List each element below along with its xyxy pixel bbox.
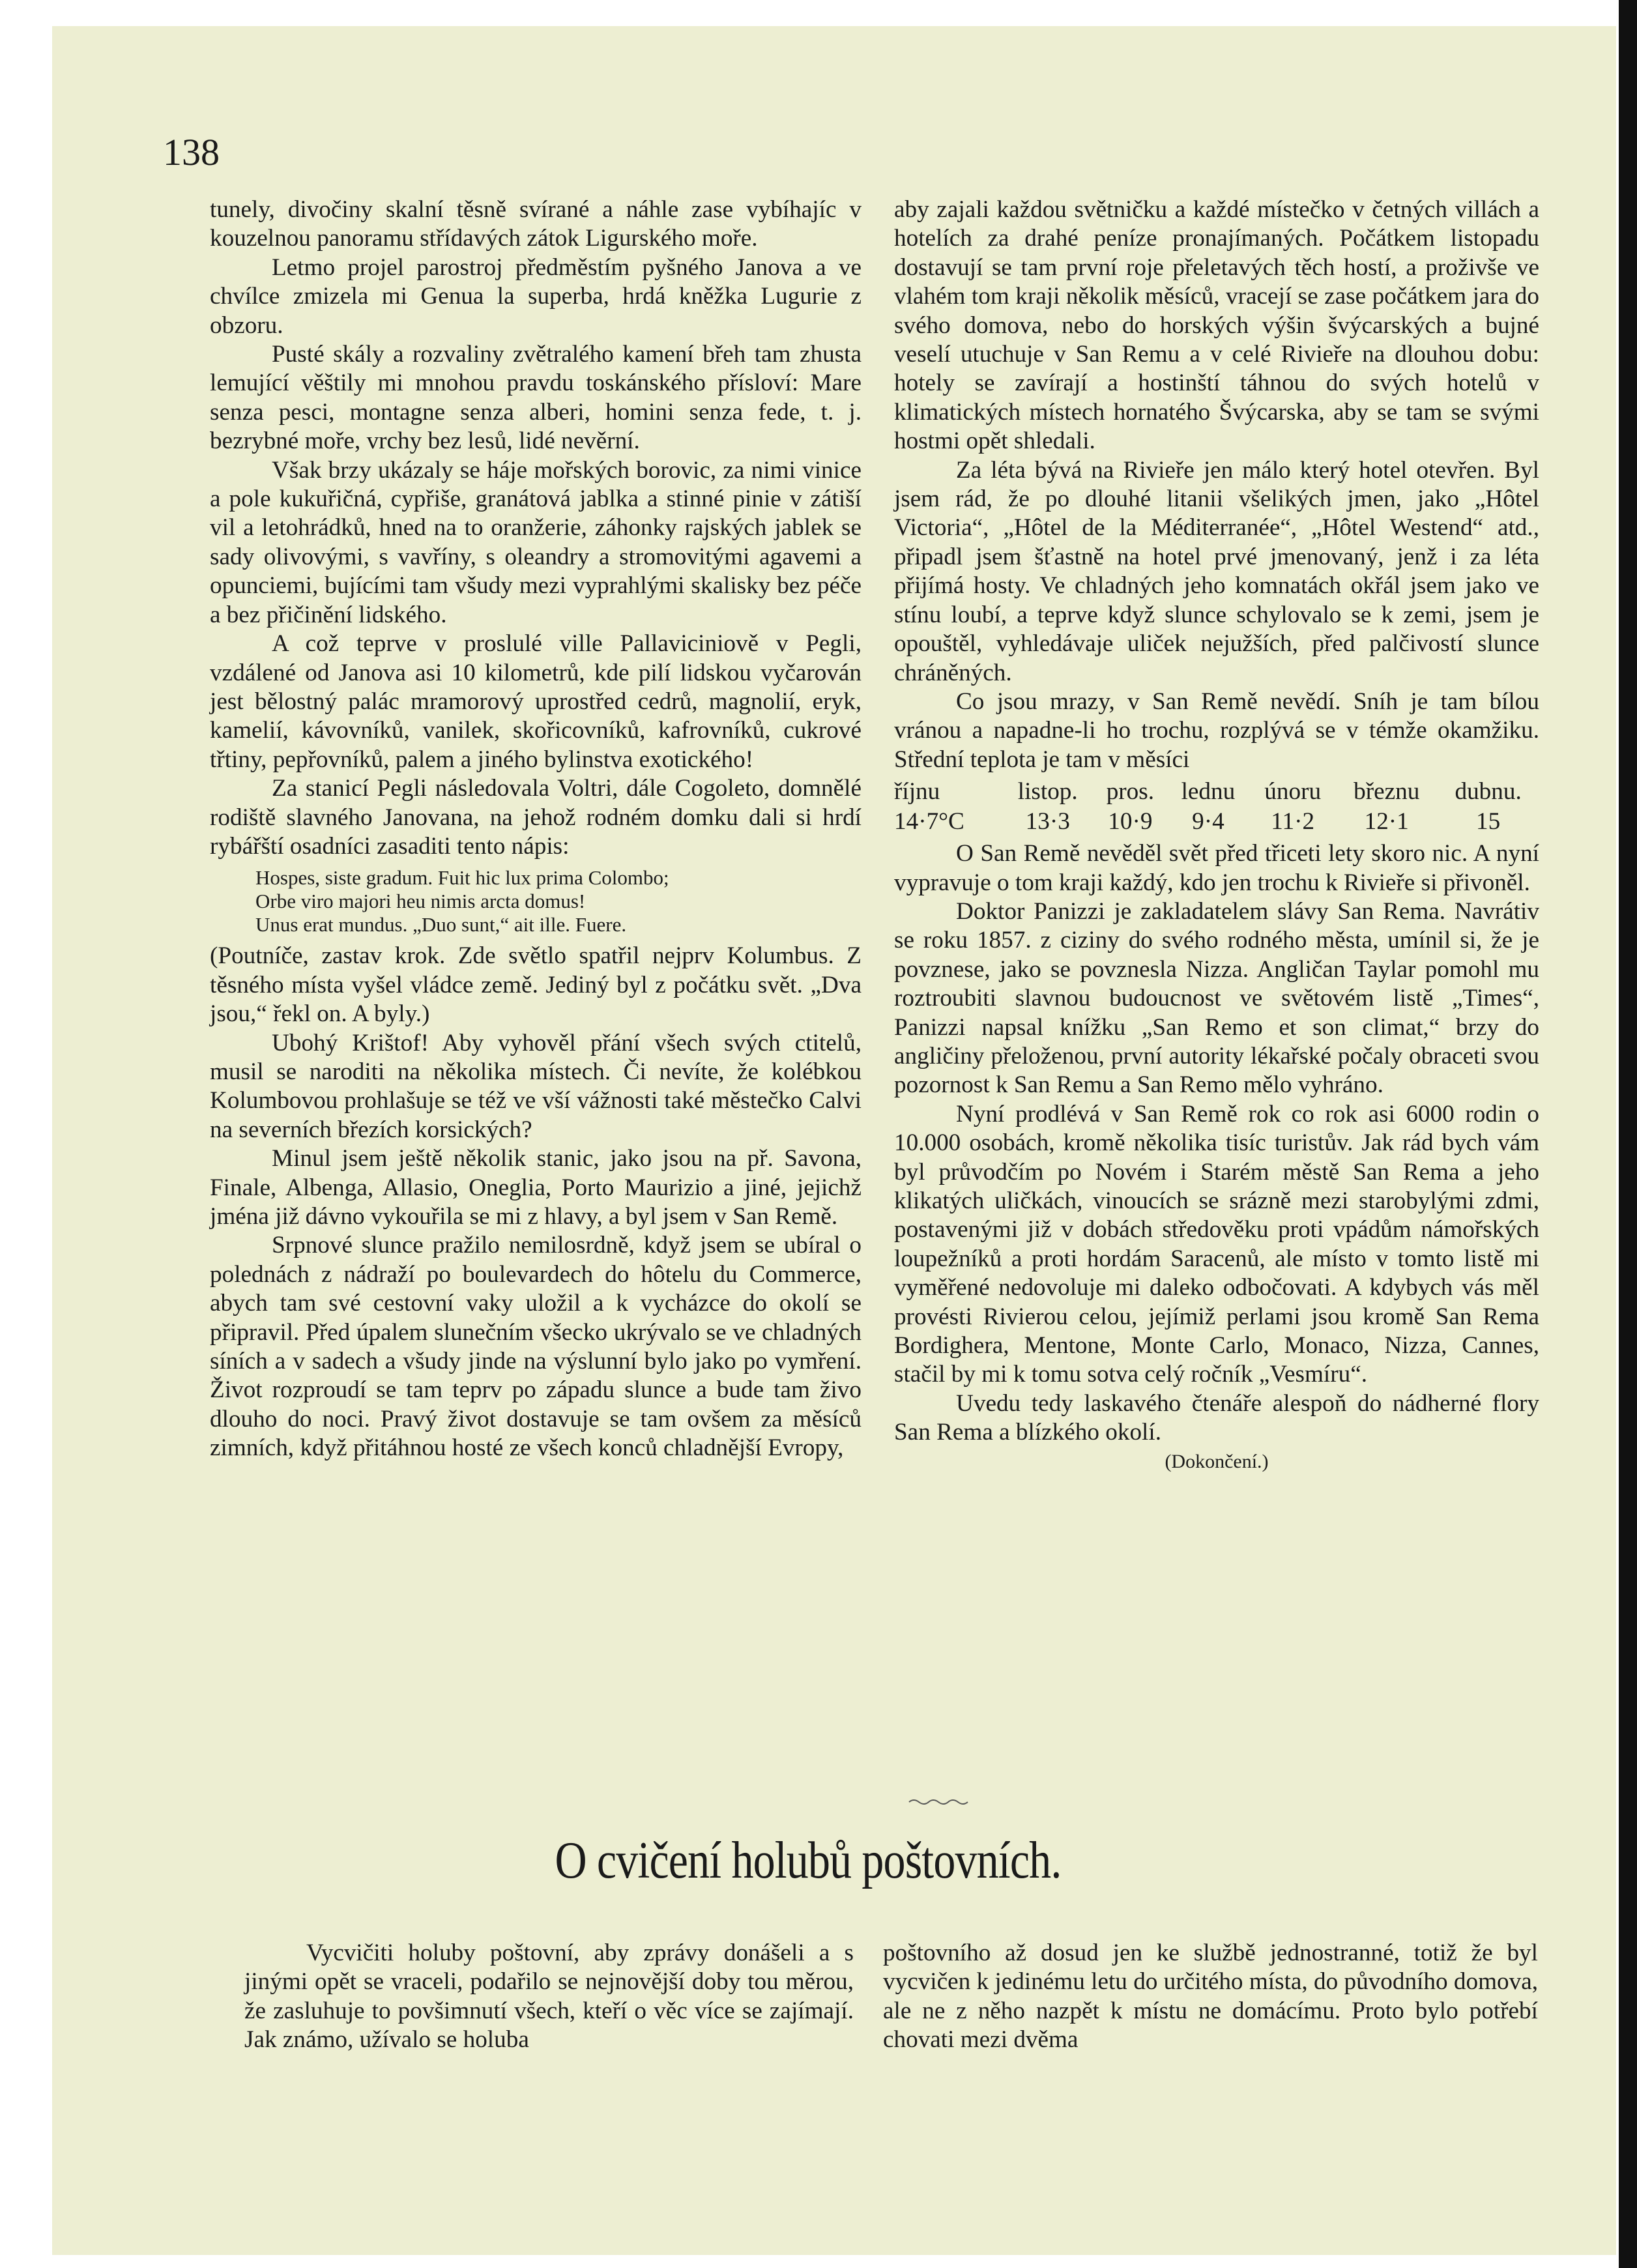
value-cell: 11·2 [1271, 808, 1315, 836]
column-left-top [210, 196, 862, 1463]
paragraph: A což teprve v proslulé ville Pallaviciniově v Pegli, vzdálené od Janova asi 10 kilometrů, kde pilí lidskou vyčarován jest bělostný palác mramorový uprostřed cedrů, magnolií, eryk, kamelií, kávovníků, vanilek, skořicovníků, kafrovníků, cukrové třtiny, pepřovníků, palem a jiného bylinstva exotického! [210, 630, 862, 773]
month-cell: únoru [1264, 778, 1322, 806]
paragraph: Pusté skály a rozvaliny zvětralého kamení břeh tam zhusta lemující věštily mi mnohou pravdu toskánského přísloví: Mare senza pesci, montagne senza alberi, homini senza fede, t. j. bezrybné moře, vrchy bez lesů, lidé nevěrní. [210, 341, 862, 455]
month-cell: lednu [1181, 778, 1236, 806]
paragraph: Doktor Panizzi je zakladatelem slávy San Rema. Navrátiv se roku 1857. z ciziny do svého rodného města, umínil si, že je povznese, jako se povznesla Nizza. Angličan Taylar pomohl mu roztroubiti slavnou budoucnost ve světovém listě „Times“, Panizzi napsal knížku „San Remo et son climat,“ brzy do angličiny přeloženou, první autority lékařské počaly obraceti svou pozornost k San Remu a San Remo mělo vyhráno. [894, 897, 1539, 1099]
paragraph: Vycvičiti holuby poštovní, aby zprávy donášeli a s jinými opět se vraceli, podařilo se nejnovější doby tou měrou, že zasluhuje to povšimnutí všech, kteří o věc více se zajímají. Jak známo, užívalo se holuba [244, 1940, 854, 2054]
month-cell: březnu [1354, 778, 1420, 806]
page-number: 138 [163, 131, 220, 173]
paragraph: tunely, divočiny skalní těsně svírané a náhle zase vybíhajíc v kouzelnou panoramu střídavých zátok Ligurského moře. [210, 196, 862, 252]
paragraph: (Poutníče, zastav krok. Zde světlo spatřil nejprv Kolumbus. Z těsného místa vyšel vládce země. Jediný byl z počátku svět. „Dva jsou,“ řekl on. A byly.) [210, 942, 862, 1028]
month-cell: dubnu. [1455, 778, 1522, 806]
paragraph: Nyní prodlévá v San Remě rok co rok asi 6000 rodin o 10.000 osobách, kromě několika tisíc turistův. Jak rád bych vám byl průvodčím po Novém i Starém městě San Rema a jeho klikatých uličkách, vinoucích se srázně mezi starobylými zdmi, postavenými již v dobách středověku proti vpádům námořských loupežníků a proti hordám Saracenů, ale místo v tomto listě mi vyměřené nedovoluje mi daleko odbočovati. A kdybych vás měl provésti Rivierou celou, jejímiž perlami jsou kromě San Rema Bordighera, Mentone, Monte Carlo, Monaco, Nizza, Cannes, stačil by mi k tomu sotva celý ročník „Vesmíru“. [894, 1100, 1539, 1388]
value-cell: 9·4 [1192, 808, 1224, 836]
paragraph: Srpnové slunce pražilo nemilosrdně, když jsem se ubíral o polednách z nádraží po boulevardech do hôtelu du Commerce, abych tam své cestovní vaky uložil a k vycházce do okolí se připravil. Před úpalem slunečním všecko ukrývalo se ve chladných síních a v sadech a všudy jinde na výslunní bylo jako po vymření. Život rozproudí se tam teprv po západu slunce a bude tam živo dlouho do noci. Pravý život dostavuje se tam ovšem za měsíců zimních, když přitáhnou hosté ze všech konců chladnější Evropy, [210, 1232, 862, 1462]
value-cell: 15 [1476, 808, 1501, 836]
paragraph: aby zajali každou světničku a každé místečko v četných villách a hotelích za drahé peníze pronajímaných. Počátkem listopadu dostavují se tam první roje přeletavých těch hostí, a proživše ve vlahém tom kraji několik měsíců, vracejí se zase počátkem jara do svého domova, nebo do horských výšin švýcarských a bujné veselí utuchuje v San Remu a v celé Rivieře na dlouhou dobu: hotely se zavírají a hostinští táhnou do svých hotelů v klimatických místech hornatého Švýcarska, aby se tam se svými hostmi opět shledali. [894, 196, 1539, 455]
paragraph: Za stanicí Pegli následovala Voltri, dále Cogoleto, domnělé rodiště slavného Janovana, na jehož rodném domku dali si hrdí rybářští osadníci zasaditi tento nápis: [210, 775, 862, 860]
scan-edge [1619, 0, 1637, 2268]
inscription-line: Unus erat mundus. „Duo sunt,“ ait ille. Fuere. [255, 913, 627, 937]
month-cell: pros. [1106, 778, 1155, 806]
article-title: O cvičení holubů poštovních. [555, 1832, 1062, 1889]
value-cell: 10·9 [1108, 808, 1153, 836]
latin-inscription [210, 866, 862, 937]
value-cell: 13·3 [1025, 808, 1070, 836]
months-row [894, 777, 1539, 807]
month-cell: listop. [1017, 778, 1078, 806]
values-row [894, 807, 1539, 837]
paragraph: Ubohý Krištof! Aby vyhověl přání všech svých ctitelů, musil se naroditi na několika místech. Či nevíte, že kolébkou Kolumbovou prohlašuje se též ve vší vážnosti také městečko Calvi na severních březích korsických? [210, 1029, 862, 1143]
column-right-top [894, 196, 1539, 1476]
column-right-bottom [883, 1939, 1538, 2055]
concluded-note: (Dokončení.) [1165, 1450, 1269, 1472]
paragraph: Letmo projel parostroj předměstím pyšného Janova a ve chvílce zmizela mi Genua la superba, hrdá kněžka Lugurie z obzoru. [210, 254, 862, 339]
paragraph: Však brzy ukázaly se háje mořských borovic, za nimi vinice a pole kukuřičná, cypřiše, granátová jablka a stinné pinie v zátiší vil a letohrádků, hned na to oranžerie, záhonky rajských jablek se sady olivovými, s vavříny, s oleandry a stromovitými agavemi a opunciemi, bujícími tam všudy mezi vyprahlými skalisky bez péče a bez přičinění lidského. [210, 456, 862, 628]
value-cell: 12·1 [1364, 808, 1409, 836]
paragraph: Za léta bývá na Rivieře jen málo který hotel otevřen. Byl jsem rád, že po dlouhé litanii všelikých jmen, jako „Hôtel Victoria“, „Hôtel de la Méditerranée“, „Hôtel Westend“ atd., připadl jsem šťastně na hotel prvé jmenovaný, jenž i za léta přijímá hosty. Ve chladných jeho komnatách okřál jsem jako ve stínu loubí, a teprve když slunce schylovalo se k zemi, jsem je opouštěl, vyhledávaje uliček nejužších, před palčivostí slunce chráněných. [894, 456, 1539, 686]
inscription-line: Orbe viro majori heu nimis arcta domus! [255, 890, 586, 913]
inscription-line: Hospes, siste gradum. Fuit hic lux prima Colombo; [255, 866, 669, 890]
paragraph: poštovního až dosud jen ke službě jednostranné, totiž že byl vycvičen k jedinému letu do určitého místa, do původního domova, ale ne z něho nazpět k místu ne domácímu. Proto bylo potřebí chovati mezi dvěma [883, 1940, 1538, 2054]
value-cell: 14·7°C [894, 808, 964, 836]
divider-ornament [906, 1796, 971, 1809]
month-cell: říjnu [894, 778, 940, 806]
paragraph: Uvedu tedy laskavého čtenáře alespoň do nádherné flory San Rema a blízkého okolí. [894, 1389, 1539, 1446]
paragraph: O San Remě nevěděl svět před třiceti lety skoro nic. A nyní vypravuje o tom kraji každý, kdo jen trochu k Rivieře si přivoněl. [894, 840, 1539, 896]
temperature-table [894, 777, 1539, 837]
paragraph: Minul jsem ještě několik stanic, jako jsou na př. Savona, Finale, Albenga, Allasio, Oneglia, Porto Maurizio a jiné, jejichž jména již dávno vykouřila se mi z hlavy, a byl jsem v San Remě. [210, 1145, 862, 1230]
column-left-bottom [244, 1939, 854, 2055]
paragraph: Co jsou mrazy, v San Remě nevědí. Sníh je tam bílou vránou a napadne-li ho trochu, rozplývá se v témže okamžiku. Střední teplota je tam v měsíci [894, 688, 1539, 773]
